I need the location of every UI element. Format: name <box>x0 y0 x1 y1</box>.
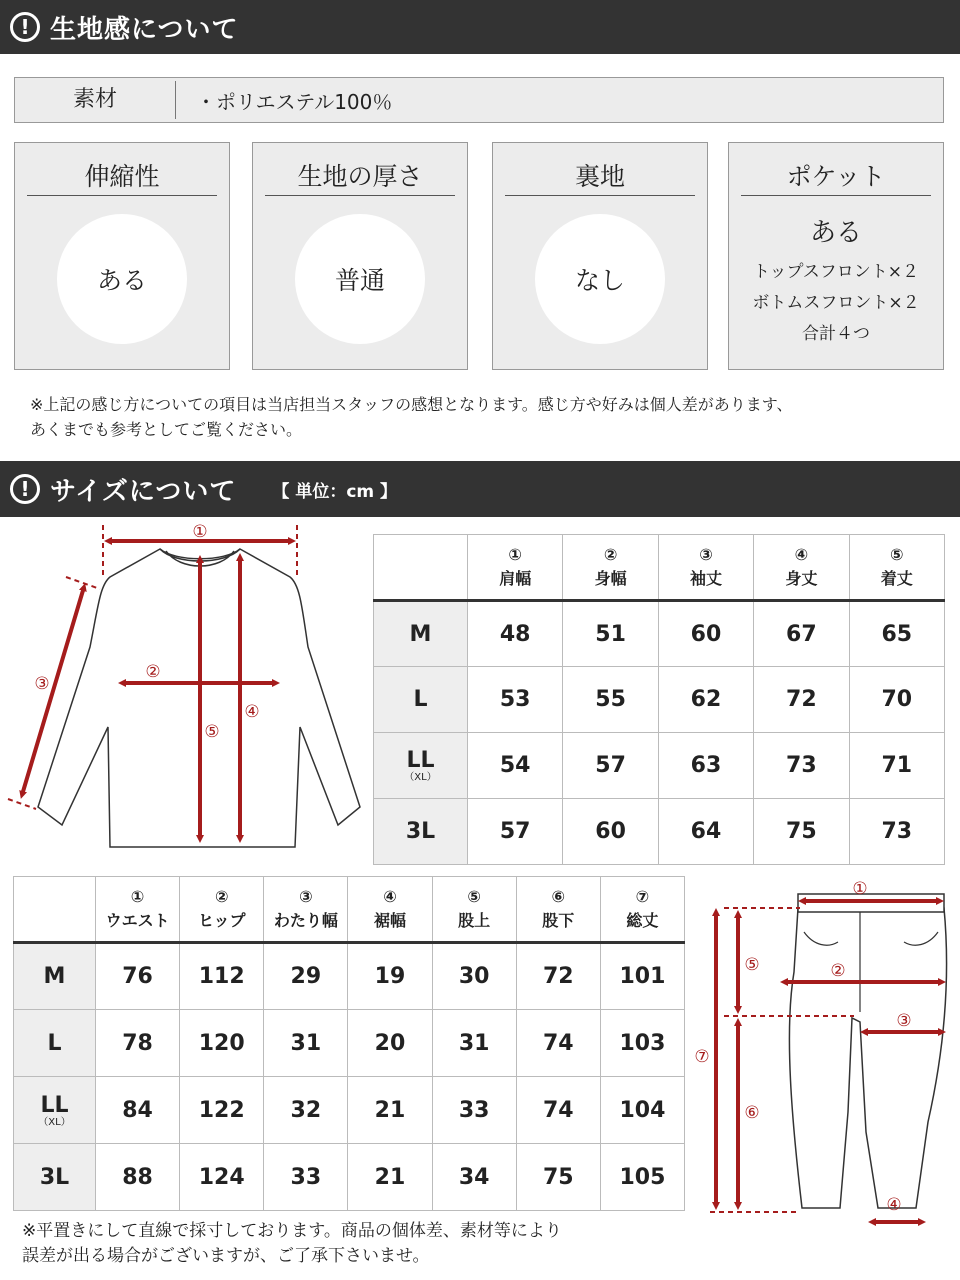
diagram-label-4: ④ <box>244 702 260 722</box>
table-cell: 62 <box>658 667 753 733</box>
pocket-detail: トップスフロント×２ <box>752 262 920 282</box>
table-cell: 104 <box>600 1077 684 1144</box>
material-row <box>14 77 944 123</box>
table-cell: 51 <box>563 601 658 667</box>
column-label: 股下 <box>542 911 575 930</box>
table-cell: 60 <box>563 799 658 865</box>
size-label-cell <box>14 1010 96 1077</box>
table-cell: 55 <box>563 667 658 733</box>
fabric-note <box>30 392 793 442</box>
size-label-cell <box>374 601 468 667</box>
fabric-note-line: ※上記の感じ方についての項目は当店担当スタッフの感想となります。感じ方や好みは個人差があります、 <box>30 395 793 414</box>
table-cell: 84 <box>96 1077 180 1144</box>
table-cell: 30 <box>432 943 516 1010</box>
table-cell: 21 <box>348 1144 432 1211</box>
table-cell: 57 <box>563 733 658 799</box>
table-cell: 29 <box>264 943 348 1010</box>
pants-label-5: ⑤ <box>744 955 760 975</box>
table-cell: 20 <box>348 1010 432 1077</box>
table-cell: 21 <box>348 1077 432 1144</box>
size-label-cell <box>14 1144 96 1211</box>
table-cell: 88 <box>96 1144 180 1211</box>
table-cell: 76 <box>96 943 180 1010</box>
pocket-value: ある <box>809 218 862 248</box>
table-cell: 122 <box>180 1077 264 1144</box>
size-note-line: ※平置きにして直線で採寸しております。商品の個体差、素材等により <box>22 1221 562 1241</box>
table-cell: 103 <box>600 1010 684 1077</box>
table-cell: 32 <box>264 1077 348 1144</box>
size-section-title: サイズについて <box>50 476 237 507</box>
column-label: 身丈 <box>785 569 818 588</box>
table-cell: 33 <box>432 1077 516 1144</box>
column-number: ⑦ <box>635 887 650 906</box>
size-label: 3L <box>39 1164 70 1190</box>
pocket-box <box>728 142 944 370</box>
column-label: 裾幅 <box>373 911 406 930</box>
corner-cell <box>374 535 468 601</box>
table-cell: 34 <box>432 1144 516 1211</box>
fabric-note-line: あくまでも参考としてご覧ください。 <box>30 420 303 439</box>
size-note-line: 誤差が出る場合がございますが、ご了承下さいませ。 <box>22 1246 430 1266</box>
lining-label: 裏地 <box>505 157 695 196</box>
table-row <box>374 601 945 667</box>
size-label-cell <box>14 943 96 1010</box>
table-cell: 73 <box>849 799 944 865</box>
table-cell: 74 <box>516 1077 600 1144</box>
column-header <box>468 535 563 601</box>
size-label: M <box>43 964 66 989</box>
table-row <box>14 1144 685 1211</box>
column-label: 身幅 <box>594 569 627 588</box>
size-label-cell <box>14 1077 96 1144</box>
top-measurement-diagram <box>0 517 370 852</box>
size-label: LL <box>406 748 435 773</box>
size-label-cell <box>374 733 468 799</box>
table-cell: 72 <box>754 667 849 733</box>
table-row <box>374 799 945 865</box>
table-cell: 65 <box>849 601 944 667</box>
size-label-cell <box>374 799 468 865</box>
column-number: ⑥ <box>551 887 566 906</box>
table-header-row <box>374 535 945 601</box>
table-cell: 63 <box>658 733 753 799</box>
table-cell: 75 <box>754 799 849 865</box>
pants-outline <box>789 908 946 1208</box>
pocket-detail: 合計４つ <box>802 324 870 344</box>
pants-label-7: ⑦ <box>694 1047 710 1067</box>
column-header <box>516 877 600 943</box>
table-cell: 67 <box>754 601 849 667</box>
column-number: ③ <box>299 887 313 906</box>
material-value: ・ポリエステル100％ <box>196 89 393 114</box>
column-label: 着丈 <box>880 569 913 588</box>
stretch-label: 伸縮性 <box>27 157 217 196</box>
table-cell: 73 <box>754 733 849 799</box>
pants-label-2: ② <box>830 961 846 981</box>
column-number: ⑤ <box>890 545 904 564</box>
table-cell: 112 <box>180 943 264 1010</box>
table-row <box>14 1077 685 1144</box>
lining-box <box>492 142 708 370</box>
column-number: ① <box>508 545 522 564</box>
bottom-size-table <box>13 876 685 1211</box>
table-row <box>14 1010 685 1077</box>
size-section-header <box>0 461 960 517</box>
column-header <box>432 877 516 943</box>
size-label: LL <box>40 1092 69 1118</box>
pocket-label: ポケット <box>741 157 931 196</box>
column-label: わたり幅 <box>273 911 338 930</box>
table-row <box>374 733 945 799</box>
lining-value: なし <box>535 214 665 344</box>
column-label: ウエスト <box>105 911 170 930</box>
stretch-value: ある <box>57 214 187 344</box>
table-cell: 71 <box>849 733 944 799</box>
pants-label-6: ⑥ <box>744 1103 760 1123</box>
table-row <box>374 667 945 733</box>
table-cell: 48 <box>468 601 563 667</box>
column-header <box>264 877 348 943</box>
table-cell: 60 <box>658 601 753 667</box>
table-cell: 74 <box>516 1010 600 1077</box>
column-label: 袖丈 <box>689 569 722 588</box>
table-cell: 53 <box>468 667 563 733</box>
column-header <box>180 877 264 943</box>
column-header <box>658 535 753 601</box>
table-row <box>14 943 685 1010</box>
exclamation-icon: ! <box>10 12 40 42</box>
diagram-label-5: ⑤ <box>204 722 220 742</box>
size-note <box>22 1219 562 1269</box>
column-header <box>563 535 658 601</box>
column-label: 肩幅 <box>499 569 532 588</box>
pants-label-1: ① <box>852 879 868 899</box>
diagram-label-3: ③ <box>34 674 50 694</box>
table-cell: 72 <box>516 943 600 1010</box>
table-cell: 31 <box>264 1010 348 1077</box>
table-cell: 19 <box>348 943 432 1010</box>
diagram-label-1: ① <box>192 522 208 542</box>
size-label: L <box>47 1030 62 1056</box>
table-cell: 105 <box>600 1144 684 1211</box>
pants-label-3: ③ <box>896 1011 912 1031</box>
fabric-section-header <box>0 0 960 54</box>
column-number: ② <box>214 887 229 906</box>
table-cell: 124 <box>180 1144 264 1211</box>
pants-label-4: ④ <box>886 1195 902 1215</box>
unit-label: 【 単位：cm 】 <box>272 481 398 502</box>
table-cell: 64 <box>658 799 753 865</box>
size-label-cell <box>374 667 468 733</box>
thickness-box <box>252 142 468 370</box>
size-label: 3L <box>405 819 436 844</box>
table-cell: 101 <box>600 943 684 1010</box>
pocket-detail: ボトムスフロント×２ <box>752 293 920 313</box>
table-header-row <box>14 877 685 943</box>
stretch-box <box>14 142 230 370</box>
table-cell: 31 <box>432 1010 516 1077</box>
column-label: 総丈 <box>626 911 659 930</box>
column-number: ③ <box>699 545 713 564</box>
column-label: 股上 <box>458 911 491 930</box>
column-header <box>754 535 849 601</box>
table-cell: 33 <box>264 1144 348 1211</box>
table-cell: 120 <box>180 1010 264 1077</box>
column-header <box>96 877 180 943</box>
column-number: ④ <box>794 545 809 564</box>
thickness-value: 普通 <box>295 214 425 344</box>
size-sub-label: （XL） <box>38 1116 71 1128</box>
table-cell: 57 <box>468 799 563 865</box>
corner-cell <box>14 877 96 943</box>
diagram-label-2: ② <box>145 662 161 682</box>
table-cell: 75 <box>516 1144 600 1211</box>
table-cell: 70 <box>849 667 944 733</box>
column-header <box>849 535 944 601</box>
column-number: ④ <box>383 887 397 906</box>
size-label: L <box>413 687 428 712</box>
thickness-label: 生地の厚さ <box>265 157 455 196</box>
column-number: ② <box>603 545 618 564</box>
column-header <box>348 877 432 943</box>
column-label: ヒップ <box>197 911 246 930</box>
size-sub-label: （XL） <box>404 772 437 783</box>
column-header <box>600 877 684 943</box>
fabric-section-title: 生地感について <box>50 14 239 45</box>
column-number: ⑤ <box>467 887 481 906</box>
size-label: M <box>409 621 432 647</box>
column-number: ① <box>130 887 145 906</box>
top-size-table <box>373 534 945 865</box>
table-cell: 54 <box>468 733 563 799</box>
pants-measurement-diagram <box>688 872 956 1232</box>
exclamation-icon: ! <box>10 474 40 504</box>
material-label: 素材 <box>15 81 176 119</box>
table-cell: 78 <box>96 1010 180 1077</box>
